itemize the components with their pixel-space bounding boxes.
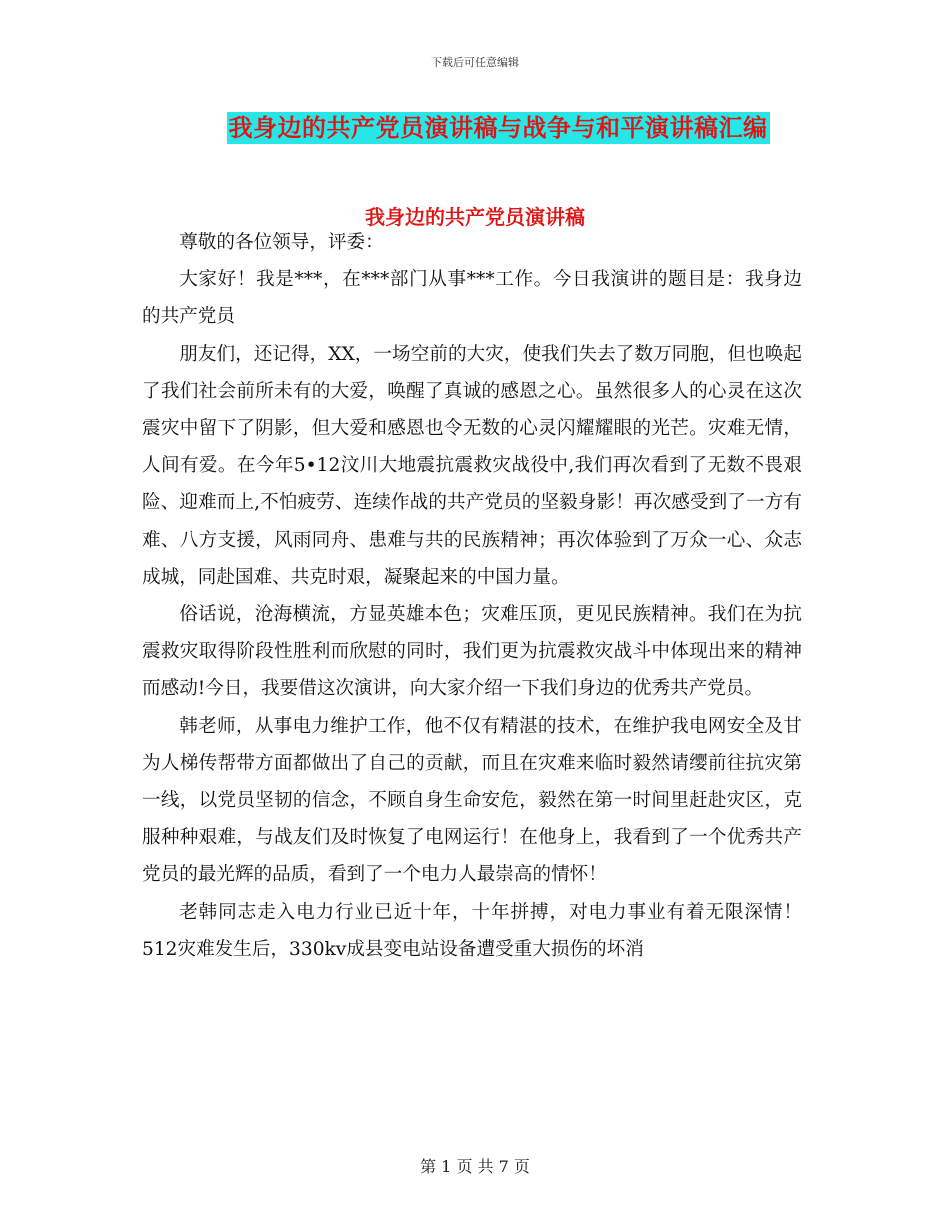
page-header-note: 下载后可任意编辑 xyxy=(431,56,519,69)
section-title: 我身边的共产党员演讲稿 xyxy=(365,205,585,229)
page-number: 第 1 页 共 7 页 xyxy=(420,1157,530,1176)
proverb-paragraph: 俗话说，沧海横流，方显英雄本色；灾难压顶，更见民族精神。我们在为抗震救灾取得阶段性胜利而欣慰的同时，我们更为抗震救灾战斗中体现出来的精神而感动!今日，我要借这次演讲，向大家介绍一下我们身边的优秀共产党员。 xyxy=(142,604,802,700)
earthquake-paragraph: 朋友们，还记得，XX，一场空前的大灾，使我们失去了数万同胞，但也唤起了我们社会前所未有的大爱，唤醒了真诚的感恩之心。虽然很多人的心灵在这次震灾中留下了阴影，但大爱和感恩也令无数的心灵闪耀耀眼的光芒。灾难无情，人间有爱。在今年5•12汶川大地震抗震救灾战役中,我们再次看到了无数不畏艰险、迎难而上,不怕疲劳、连续作战的共产党员的坚毅身影！再次感受到了一方有难、八方支援，风雨同舟、患难与共的民族精神；再次体验到了万众一心、众志成城，同赴国难、共克时艰，凝聚起来的中国力量。 xyxy=(142,343,802,588)
salutation-paragraph: 尊敬的各位领导，评委： xyxy=(179,232,384,253)
intro-paragraph: 大家好！我是***，在***部门从事***工作。今日我演讲的题目是：我身边的共产党员 xyxy=(142,269,802,328)
speech-body xyxy=(142,224,802,968)
main-title: 我身边的共产党员演讲稿与战争与和平演讲稿汇编 xyxy=(228,113,768,142)
main-title-container xyxy=(0,112,950,144)
old-han-paragraph: 老韩同志走入电力行业已近十年，十年拼搏，对电力事业有着无限深情！512灾难发生后，330kv成县变电站设备遭受重大损伤的坏消 xyxy=(142,901,802,960)
teacher-han-paragraph: 韩老师，从事电力维护工作，他不仅有精湛的技术，在维护我电网安全及甘为人梯传帮带方面都做出了自己的贡献，而且在灾难来临时毅然请缨前往抗灾第一线，以党员坚韧的信念，不顾自身生命安危，毅然在第一时间里赶赴灾区，克服种种艰难，与战友们及时恢复了电网运行！在他身上，我看到了一个优秀共产党员的最光辉的品质，看到了一个电力人最崇高的情怀！ xyxy=(142,715,802,886)
